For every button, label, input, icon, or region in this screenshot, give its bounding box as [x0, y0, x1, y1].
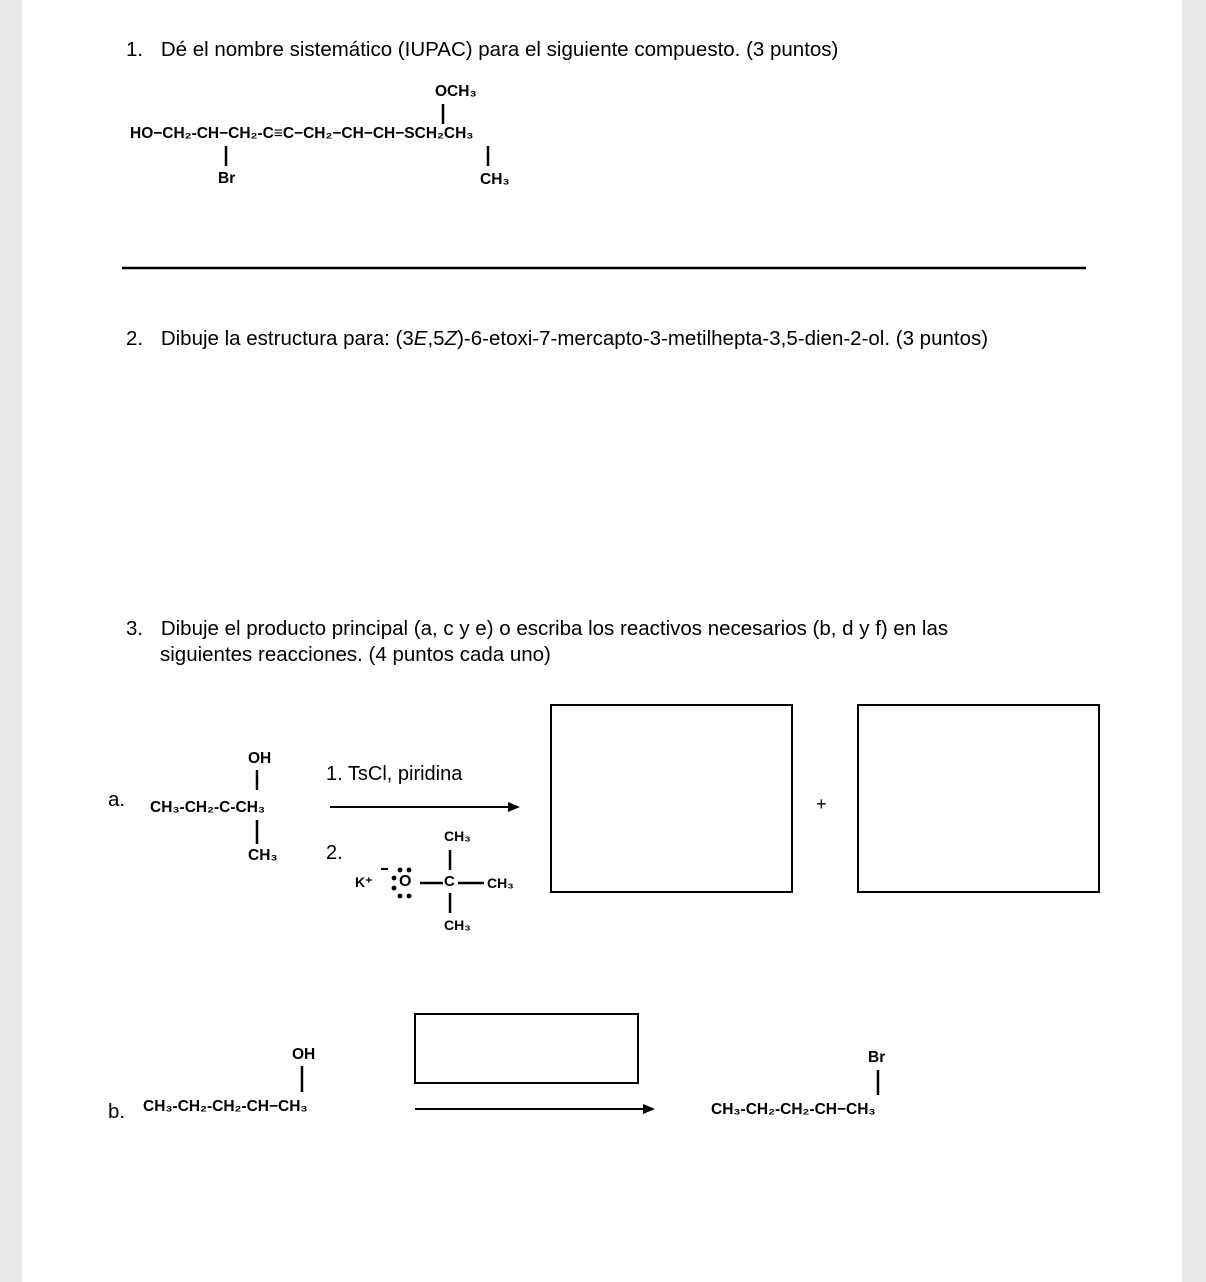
- lone-pair-dot: [398, 868, 403, 873]
- question-2-text: [161, 327, 988, 350]
- question-2-number: 2.: [126, 327, 144, 350]
- question-2-text-start: Dibuje la estructura para: (3: [160, 327, 414, 350]
- lone-pair-dot: [407, 868, 412, 873]
- base-methyl-bottom: CH₃: [444, 917, 471, 933]
- plus-sign: +: [816, 794, 827, 814]
- compound-1-bonds: [226, 104, 488, 166]
- reaction-a-substrate-top: OH: [248, 750, 272, 767]
- answer-box-a-product-2[interactable]: [857, 704, 1100, 893]
- compound-1-sub-bromo: Br: [218, 170, 236, 187]
- question-1-text: Dé el nombre sistemático (IUPAC) para el siguiente compuesto. (3 puntos): [160, 38, 839, 61]
- reaction-b-product-top: Br: [868, 1049, 886, 1066]
- reaction-a-step-2: 2.: [326, 842, 343, 864]
- reaction-a-step-1: 1. TsCl, piridina: [326, 763, 463, 785]
- compound-1-main-chain: HO−CH₂-CH−CH₂-C≡C−CH₂−CH−CH−SCH₂CH₃: [130, 125, 474, 142]
- compound-1-sub-top: OCH₃: [435, 83, 477, 100]
- reaction-b-substrate-main: CH₃-CH₂-CH₂-CH−CH₃: [143, 1098, 308, 1115]
- lone-pair-dot: [392, 876, 397, 881]
- answer-box-b-reagents[interactable]: [414, 1013, 639, 1084]
- base-methyl-top: CH₃: [444, 828, 471, 844]
- lone-pair-dot: [392, 886, 397, 891]
- reaction-b-label: b.: [108, 1100, 126, 1123]
- reaction-b-product-main: CH₃-CH₂-CH₂-CH−CH₃: [711, 1101, 876, 1118]
- question-2-stereo-e: E: [413, 327, 428, 350]
- question-3-line-1: Dibuje el producto principal (a, c y e) o escriba los reactivos necesarios (b, d y f) en las: [160, 617, 949, 640]
- question-3: [126, 616, 948, 668]
- reaction-b-arrow-head: [643, 1104, 655, 1114]
- question-2-text-end: )-6-etoxi-7-mercapto-3-metilhepta-3,5-dien-2-ol. (3 puntos): [457, 327, 989, 350]
- reaction-b-substrate-top: OH: [292, 1046, 316, 1063]
- answer-box-a-product-1[interactable]: [550, 704, 793, 893]
- reaction-a-arrow-head: [508, 802, 520, 812]
- base-methyl-right: CH₃: [487, 875, 514, 891]
- question-2-text-mid: ,5: [427, 327, 445, 350]
- question-2-stereo-z: Z: [444, 327, 458, 350]
- reaction-a-substrate-bottom: CH₃: [248, 847, 278, 864]
- reaction-a-substrate-main: CH₃-CH₂-C-CH₃: [150, 799, 266, 816]
- lone-pair-dot: [398, 894, 403, 899]
- lone-pair-dot: [407, 894, 412, 899]
- base-oxygen: O: [399, 873, 412, 890]
- base-cation: K⁺: [355, 874, 373, 890]
- question-3-number: 3.: [126, 617, 144, 640]
- worksheet-page: [22, 0, 1182, 1282]
- compound-1-sub-methyl: CH₃: [480, 171, 510, 188]
- question-3-line-2: siguientes reacciones. (4 puntos cada uno): [160, 643, 551, 666]
- reaction-a-label: a.: [108, 788, 126, 811]
- question-2: [126, 327, 988, 351]
- base-carbon: C: [444, 873, 455, 890]
- question-1-number: 1.: [126, 38, 144, 61]
